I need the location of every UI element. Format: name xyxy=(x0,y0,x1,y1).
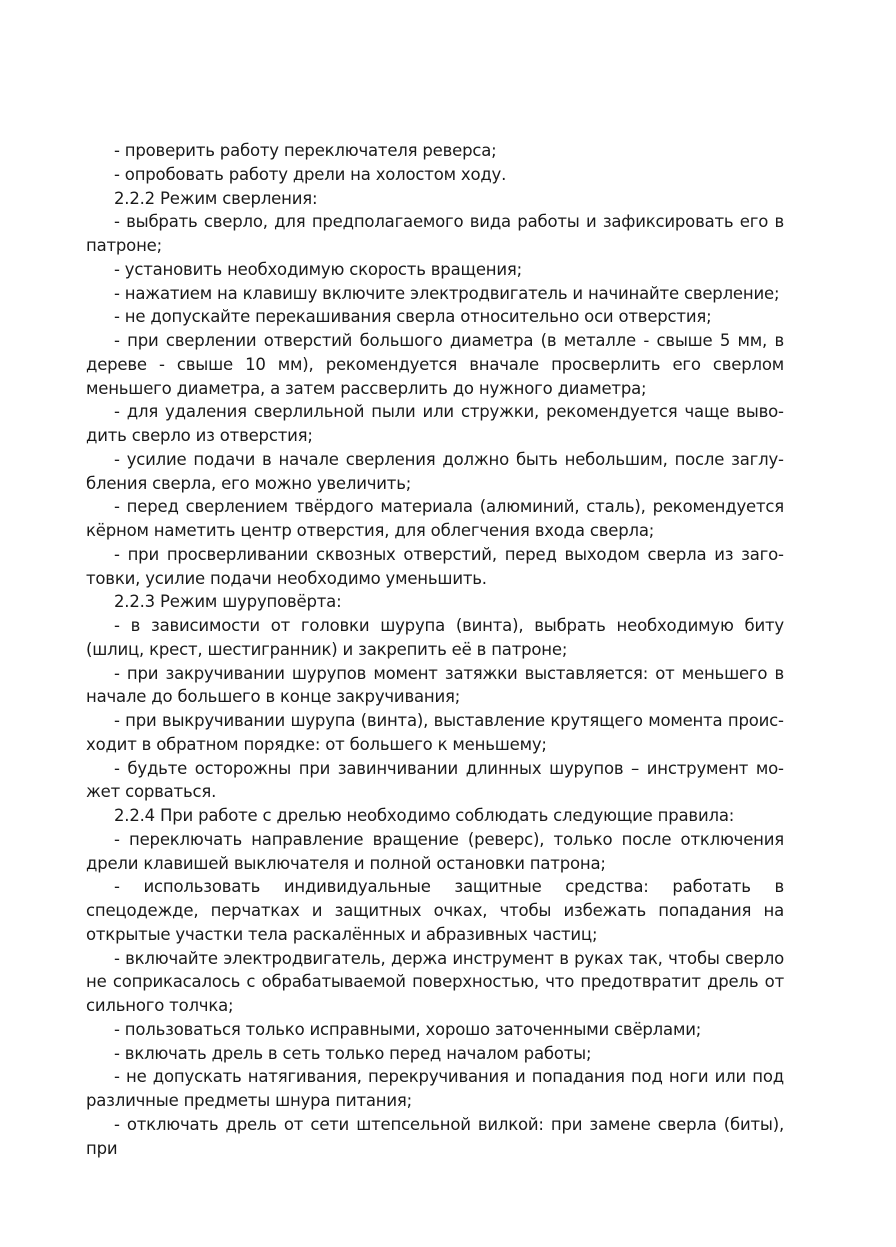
paragraph-tightening-torque: - при закручивании шурупов момент затяжки выставляется: от меньшего в начале до большего в конце закручивания; xyxy=(86,663,784,707)
paragraph-avoid-skew: - не допускайте перекашивания сверла относительно оси отверстия; xyxy=(114,307,712,327)
paragraph-select-bit: - в зависимости от головки шурупа (винта), выбрать необходимую биту (шлиц, крест, шестигранник) и закрепить её в патроне; xyxy=(86,616,784,659)
document-page xyxy=(86,139,784,1160)
paragraph-unplug: - отключать дрель от сети штепсельной вилкой: при замене сверла (биты), при xyxy=(86,1114,784,1158)
paragraph-reverse-check: - проверить работу переключателя реверса; xyxy=(114,141,497,160)
paragraph-unscrewing: - при выкручивании шурупа (винта), выставление крутящего момента происходит в обратном порядке: от большего к меньшему; xyxy=(86,711,784,754)
paragraph-large-diameter: - при сверлении отверстий большого диаметра (в металле - свыше 5 мм, в дереве - свыше 10 мм), рекомендуется вначале просверлить его сверлом меньшего диаметра, а затем рассверлить до нужного диаметра; xyxy=(86,331,784,398)
paragraph-switch-reverse: - переключать направление вращение (реверс), только после отключения дрели клавишей выключателя и полной остановки патрона; xyxy=(86,829,784,873)
paragraph-long-screws: - будьте осторожны при завинчивании длинных шурупов – инструмент может сорваться. xyxy=(86,758,784,802)
section-heading-work-rules: 2.2.4 При работе с дрелью необходимо соблюдать следующие правила: xyxy=(114,806,735,825)
paragraph-start-motor: - нажатием на клавишу включите электродвигатель и начинайте сверление; xyxy=(114,283,780,303)
paragraph-sharp-drills: - пользоваться только исправными, хорошо заточенными свёрлами; xyxy=(114,1019,702,1039)
paragraph-idle-test: - опробовать работу дрели на холостом ходу. xyxy=(114,164,507,184)
paragraph-hard-material: - перед сверлением твёрдого материала (алюминий, сталь), рекомендуется кёрном наметить центр отверстия, для облегчения входа сверла; xyxy=(86,497,784,540)
paragraph-set-speed: - установить необходимую скорость вращения; xyxy=(114,259,522,279)
paragraph-feed-force: - усилие подачи в начале сверления должно быть небольшим, после заглубления сверла, его можно увеличить; xyxy=(86,449,784,493)
paragraph-plug-in: - включать дрель в сеть только перед началом работы; xyxy=(114,1043,592,1063)
paragraph-start-in-hands: - включайте электродвигатель, держа инструмент в руках так, чтобы сверло не соприкасалось с обрабатываемой поверхностью, что предотвратит дрель от сильного толчка; xyxy=(86,948,784,1015)
paragraph-protective-equipment: - использовать индивидуальные защитные средства: работать в спецодежде, перчатках и защитных очках, чтобы избежать попадания на открытые участки тела раскалённых и абразивных частиц; xyxy=(86,877,784,944)
paragraph-remove-dust: - для удаления сверлильной пыли или стружки, рекомендуется чаще выводить сверло из отверстия; xyxy=(86,402,784,445)
paragraph-select-drill-bit: - выбрать сверло, для предполагаемого вида работы и зафиксировать его в патроне; xyxy=(86,212,784,255)
section-heading-drilling-mode: 2.2.2 Режим сверления: xyxy=(114,188,318,208)
paragraph-power-cord: - не допускать натягивания, перекручивания и попадания под ноги или под различные предметы шнура питания; xyxy=(86,1067,784,1110)
section-heading-screwdriver-mode: 2.2.3 Режим шуруповёрта: xyxy=(114,592,342,612)
paragraph-through-holes: - при просверливании сквозных отверстий, перед выходом сверла из заготовки, усилие подачи необходимо уменьшить. xyxy=(86,544,784,588)
